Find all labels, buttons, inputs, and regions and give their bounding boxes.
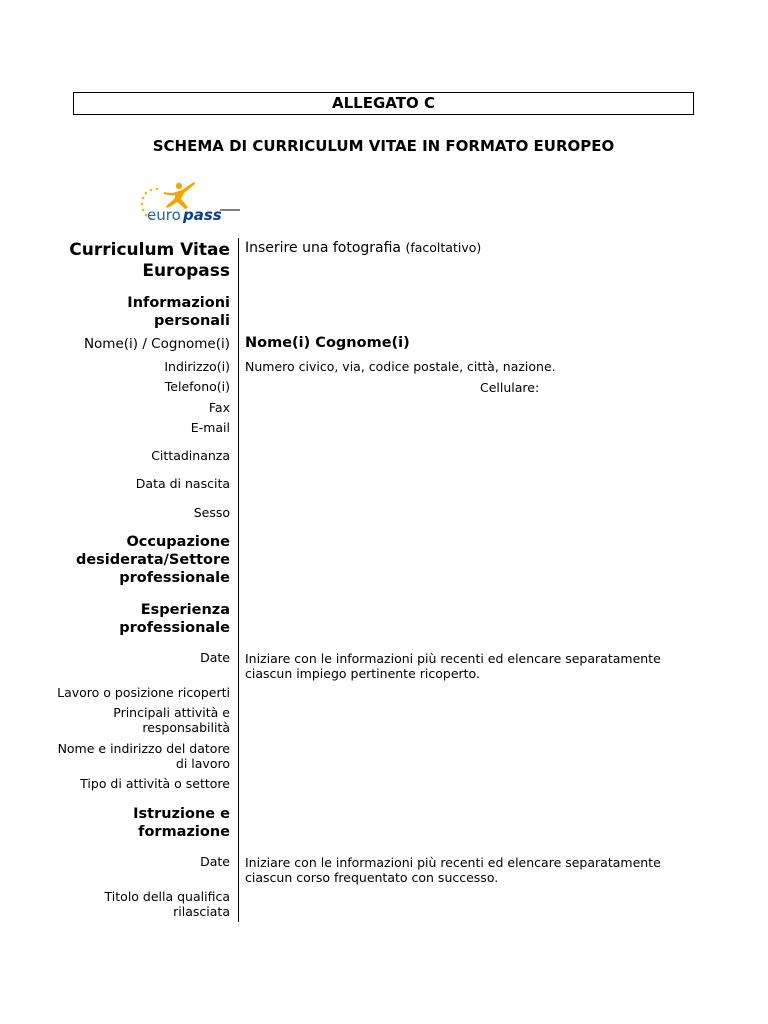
fax-label: Fax	[208, 400, 230, 415]
experience-date-value: Iniziare con le informazioni più recenti ed elencare separatamente ciascun impiego pertinente ricoperto.	[245, 651, 661, 681]
education-date-value: Iniziare con le informazioni più recenti ed elencare separatamente ciascun corso frequentato con successo.	[245, 855, 661, 885]
education-date-label: Date	[200, 854, 230, 869]
photo-placeholder	[245, 240, 481, 256]
personal-info-heading: Informazioni personali	[127, 295, 230, 329]
name-value: Nome(i) Cognome(i)	[245, 335, 410, 351]
photo-main-text: Inserire una fotografia	[245, 240, 402, 256]
allegato-heading: ALLEGATO C	[73, 92, 694, 115]
sector-label: Tipo di attività o settore	[80, 776, 230, 791]
education-heading: Istruzione e formazione	[133, 806, 230, 840]
column-divider	[238, 238, 239, 922]
address-label: Indirizzo(i)	[164, 359, 230, 374]
qualification-label: Titolo della qualifica rilasciata	[104, 889, 230, 919]
citizenship-label: Cittadinanza	[151, 448, 230, 463]
photo-note-text: (facoltativo)	[405, 240, 482, 255]
employer-label: Nome e indirizzo del datore di lavoro	[57, 741, 230, 771]
occupation-heading: Occupazione desiderata/Settore professionale	[75, 534, 230, 586]
europass-logo-icon	[134, 180, 240, 228]
job-label: Lavoro o posizione ricoperti	[57, 685, 230, 700]
cv-title: Curriculum Vitae Europass	[69, 240, 230, 281]
sex-label: Sesso	[193, 505, 230, 520]
activities-label: Principali attività e responsabilità	[113, 705, 230, 735]
logo-pass-text: pass	[183, 206, 222, 224]
name-label: Nome(i) / Cognome(i)	[83, 336, 230, 352]
mobile-label: Cellulare:	[480, 380, 540, 395]
europass-logo	[134, 180, 240, 228]
email-label: E-mail	[190, 420, 230, 435]
document-title: SCHEMA DI CURRICULUM VITAE IN FORMATO EUROPEO	[152, 137, 615, 155]
address-value: Numero civico, via, codice postale, città, nazione.	[245, 359, 556, 374]
birth-date-label: Data di nascita	[135, 476, 230, 491]
experience-heading: Esperienza professionale	[119, 602, 230, 636]
phone-label: Telefono(i)	[164, 379, 230, 394]
experience-date-label: Date	[200, 650, 230, 665]
logo-euro-text: euro	[147, 206, 181, 224]
